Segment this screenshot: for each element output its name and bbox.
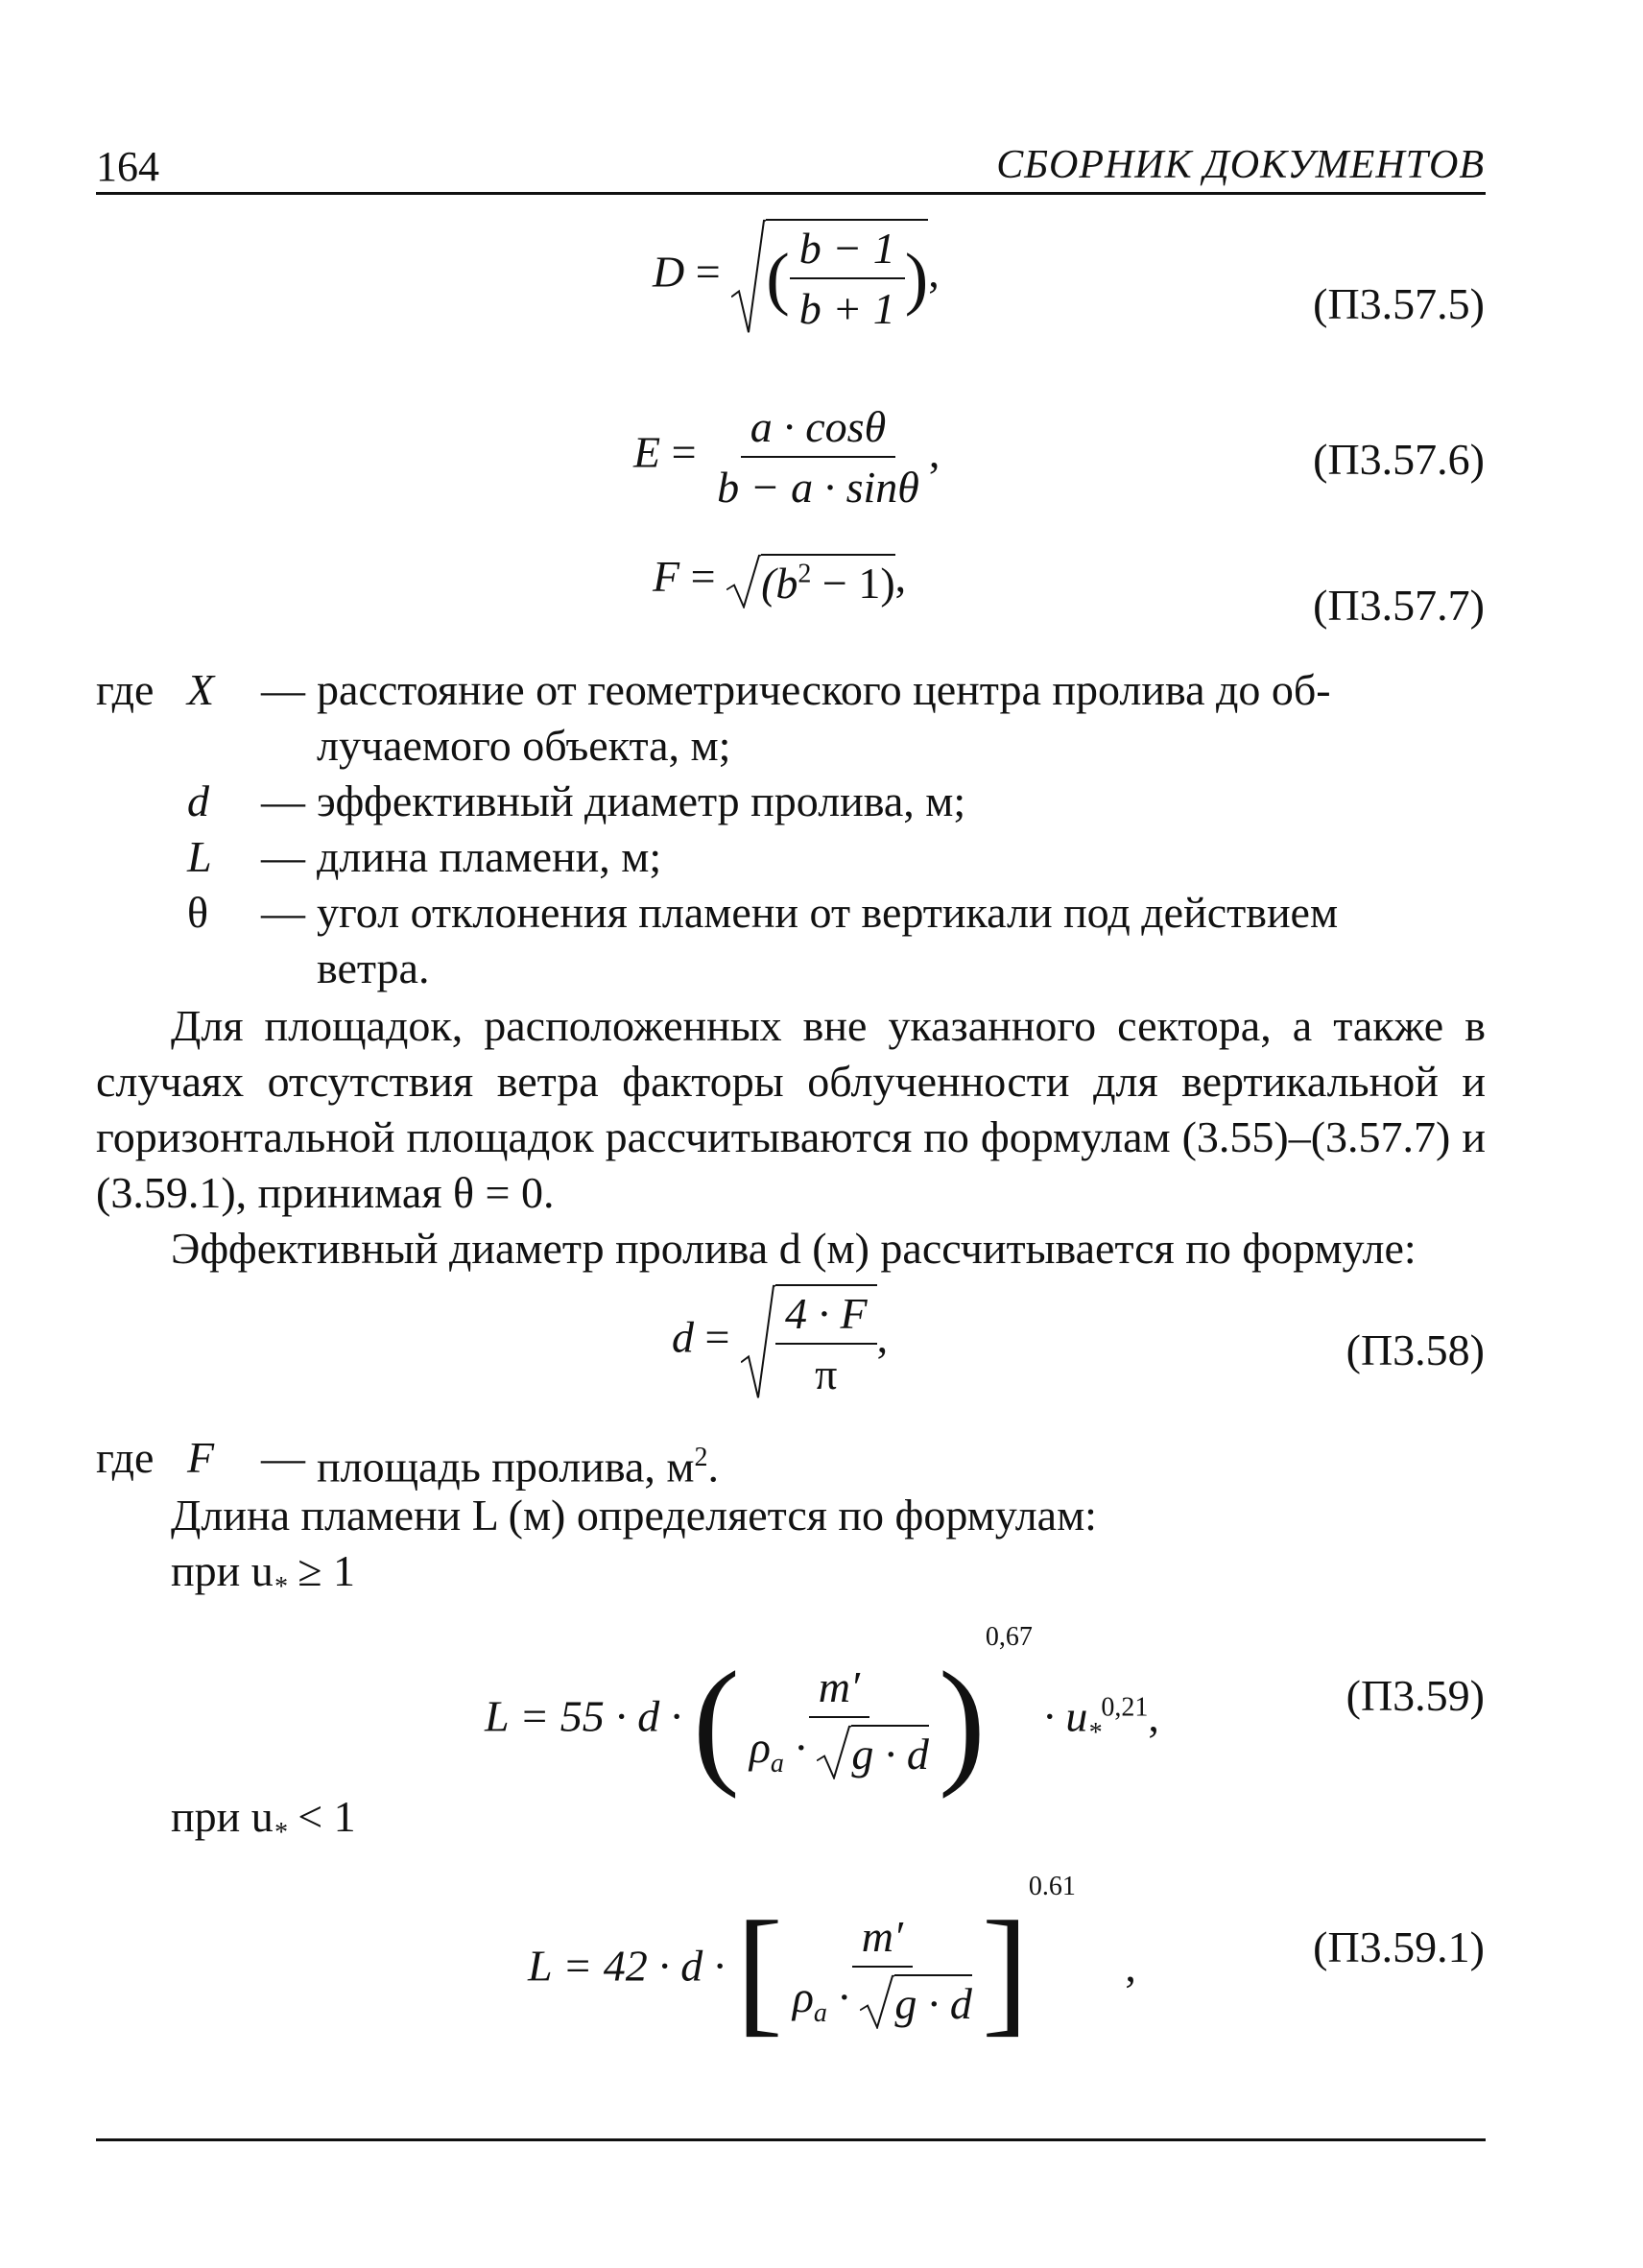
where-word: где [96, 1433, 155, 1482]
def-text: площадь пролива, $м^2$. [317, 1442, 720, 1492]
def-text: длина пламени, м; [317, 832, 662, 881]
sqrt-sign: $(b^2 - 1)$ [726, 554, 895, 609]
formula-number: (П3.58) [1345, 1325, 1485, 1374]
paragraph: Эффективный диаметр пролива d (м) рассчитывается по формуле: [171, 1224, 1417, 1273]
formula-p3-57-6: E = $\frac{a \cdot \cos\theta}{b - a \cdot \sin\theta}$ , [633, 402, 941, 512]
header-rule [96, 192, 1486, 195]
def-symbol: F [187, 1433, 215, 1482]
formula-p3-58: d = $\frac{4 \cdot F}{\pi}$ , [672, 1284, 888, 1399]
sqrt-sign: ( $\frac{b - 1}{b + 1}$ ) [731, 219, 928, 334]
def-symbol: θ [187, 888, 209, 937]
paragraph: Длина пламени L (м) определяется по формулам: [171, 1491, 1097, 1540]
def-text: лучаемого объекта, м; [317, 721, 731, 770]
formula-p3-59: L = 55 · d · ( m′ $\rho_a$ · g · d )$^{0,67} \cdot u_*^{0,21}$, [485, 1622, 1159, 1800]
def-text: угол отклонения пламени от вертикали под действием [317, 888, 1339, 937]
def-dash: — [261, 888, 305, 937]
paragraph: Для площадок, расположенных вне указанного сектора, а также в случаях отсутствия ветра факторы облученности для вертикальной и горизонтальной площадок рассчитываются по формулам (3.55)–(3.57.7) и (3.59.1), принимая θ = 0. [96, 1001, 1486, 1217]
def-symbol: d [187, 776, 209, 825]
sqrt-sign: g · d [860, 1974, 972, 2029]
def-dash: — [261, 665, 305, 714]
def-text: ветра. [317, 943, 430, 992]
formula-p3-57-7: F = $(b^2 - 1)$, [653, 552, 907, 608]
sqrt-sign: g · d [817, 1725, 929, 1779]
where-word: где [96, 665, 155, 714]
formula-number: (П3.57.5) [1313, 279, 1485, 328]
page-number: 164 [96, 143, 159, 190]
formula-number: (П3.57.7) [1313, 581, 1485, 630]
condition-line: при $u_* \ge 1$ [171, 1546, 355, 1603]
def-dash: — [261, 832, 305, 881]
formula-p3-59-1: L = 42 · d · [ m′ $\rho_a$ · g · d ]$^{0.61}$ , [528, 1872, 1136, 2049]
formula-number: (П3.59.1) [1313, 1922, 1485, 1971]
formula-number: (П3.59) [1345, 1671, 1485, 1720]
footer-rule [96, 2138, 1486, 2141]
formula-p3-57-5: D = ( $\frac{b - 1}{b + 1}$ ), [653, 219, 940, 334]
running-title: СБОРНИК ДОКУМЕНТОВ [996, 143, 1485, 187]
def-symbol: X [187, 665, 215, 714]
def-text: расстояние от геометрического центра пролива до об- [317, 665, 1331, 714]
def-text: эффективный диаметр пролива, м; [317, 776, 966, 825]
sqrt-sign: $\frac{4 \cdot F}{\pi}$ [741, 1284, 877, 1399]
formula-number: (П3.57.6) [1313, 435, 1485, 484]
def-symbol: L [187, 832, 212, 881]
def-dash: — [261, 1433, 305, 1482]
condition-line: при $u_* < 1$ [171, 1792, 356, 1849]
def-dash: — [261, 776, 305, 825]
